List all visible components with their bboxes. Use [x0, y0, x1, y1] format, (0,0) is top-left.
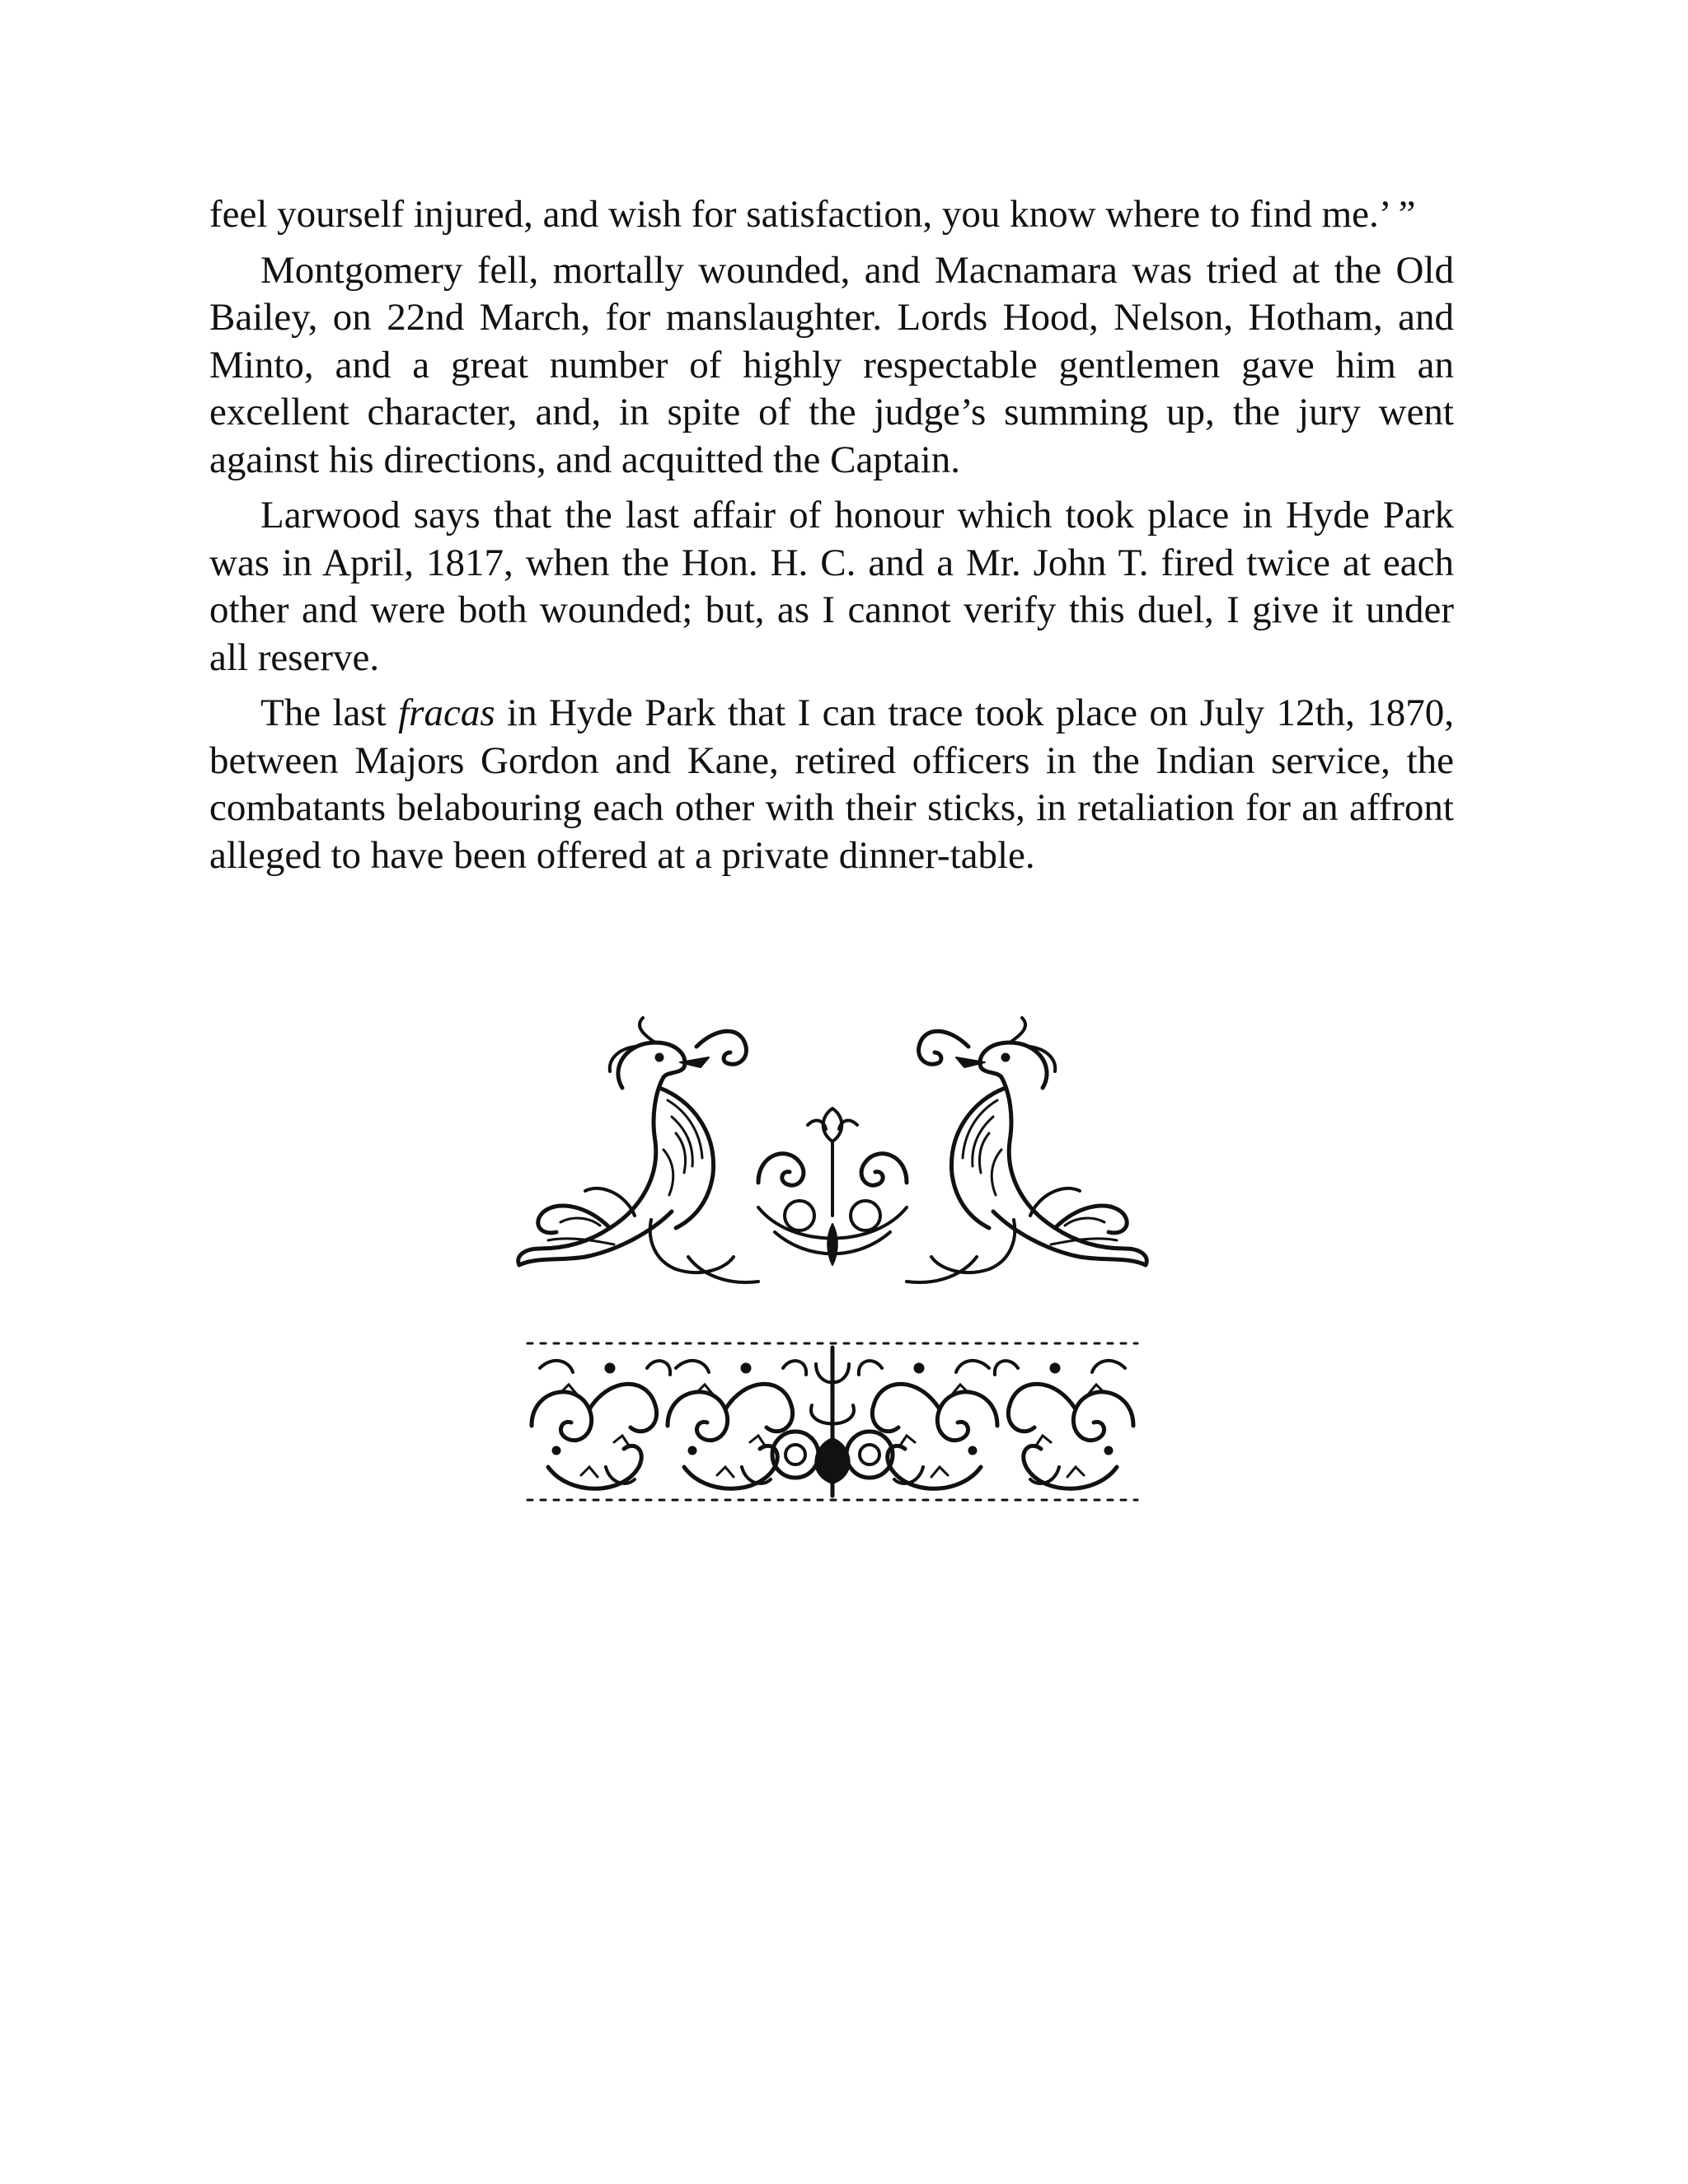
paragraph-2-text: Montgomery fell, mortally wounded, and Macnamara was tried at the Old Bailey, on 22nd March, for manslaughter. Lords Hood, Nelson, Hotham, and Minto, and a great number of highly respectable gentlemen gave him an excellent character, and, in spite of the judge’s summing up, the jury went against his directions, and acquitted the Captain. [209, 248, 1454, 481]
paragraph-4 [209, 690, 1454, 879]
paragraph-3-text: Larwood says that the last affair of honour which took place in Hyde Park was in April, 1817, when the Hon. H. C. and a Mr. John T. fired twice at each other and were both wounded; but, as I cannot verify this duel, I give it under all reserve. [209, 494, 1454, 679]
paragraph-1-text: feel yourself injured, and wish for satisfaction, you know where to find me.’ ” [209, 193, 1416, 236]
ornament-griffins-icon [511, 1010, 1154, 1294]
ornament-floral-band-icon [523, 1339, 1142, 1508]
paragraph-4-text-a: The last [260, 691, 399, 734]
paragraph-2 [209, 247, 1454, 485]
paragraph-4-text-b: in Hyde Park that I can trace took place on July 12th, 1870, between Majors Gordon and Kane, retired officers in the Indian service, the combatants belabouring each other with their sticks, in retaliation for an affront alleged to have been offered at a private dinner-table. [209, 691, 1454, 877]
body-text [209, 191, 1454, 888]
paragraph-3 [209, 492, 1454, 682]
paragraph-1 [209, 191, 1454, 239]
paragraph-4-italic-word: fracas [398, 691, 495, 734]
